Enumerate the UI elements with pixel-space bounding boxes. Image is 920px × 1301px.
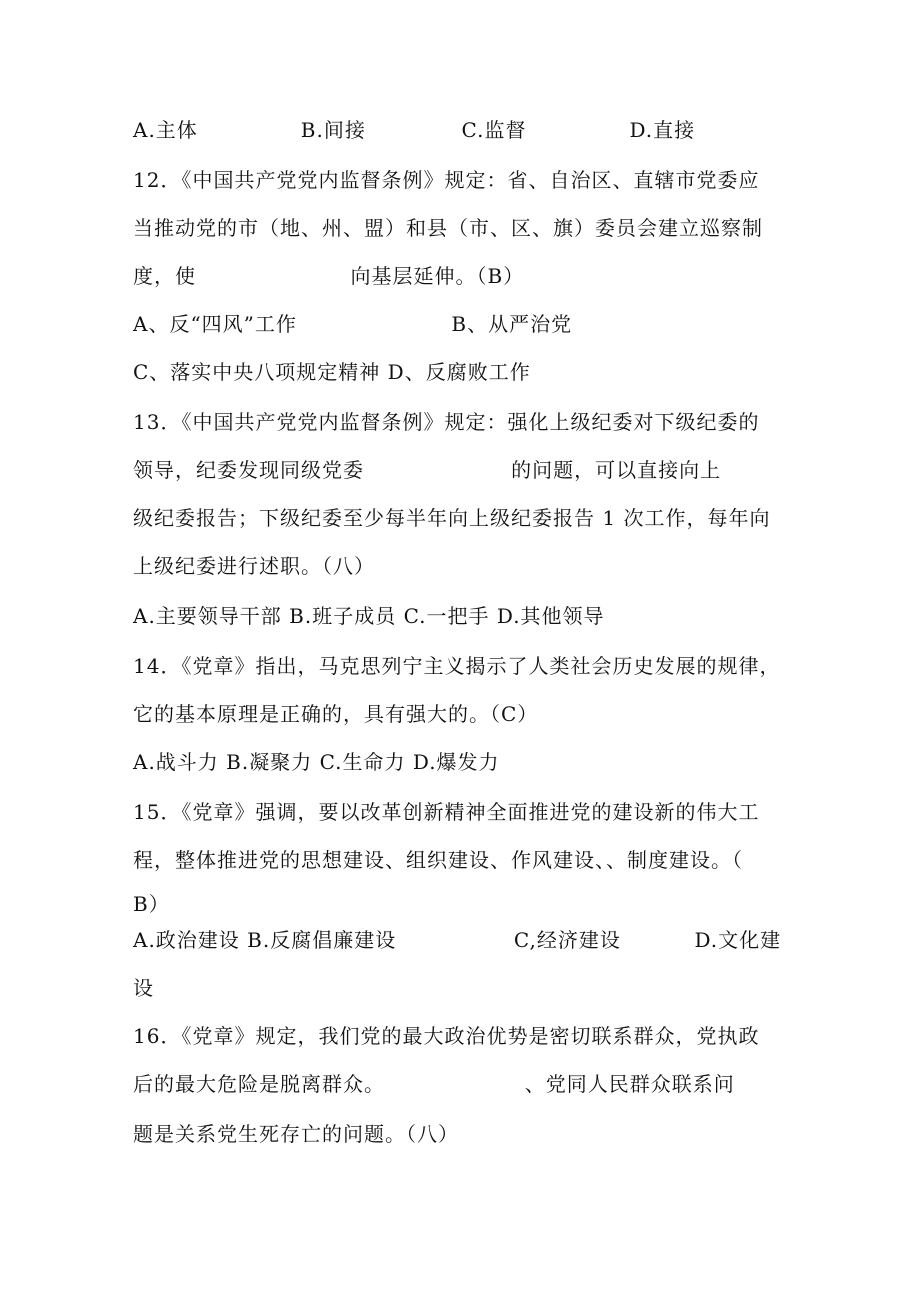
q16-line-2: 后的最大危险是脱离群众。 、党同人民群众联系问 bbox=[133, 1072, 735, 1096]
q15-line-1: 15．《党章》强调，要以改革创新精神全面推进党的建设新的伟大工 bbox=[133, 800, 760, 824]
q15-line-2: 程，整体推进党的思想建设、组织建设、作风建设、、制度建设。（ bbox=[133, 848, 743, 872]
q14-line-2: 它的基本原理是正确的，具有强大的。（C） bbox=[133, 702, 539, 726]
q16-line-3: 题是关系党生死存亡的问题。（八） bbox=[133, 1122, 459, 1146]
q12-line-2: 当推动党的市（地、州、盟）和县（市、区、旗）委员会建立巡察制 bbox=[133, 216, 763, 240]
q16-line-1: 16．《党章》规定，我们党的最大政治优势是密切联系群众，党执政 bbox=[133, 1024, 760, 1048]
q15-options-2: 设 bbox=[133, 976, 154, 1000]
q13-line-4: 上级纪委进行述职。（八） bbox=[133, 554, 375, 578]
q14-options: A.战斗力 B.凝聚力 C.生命力 D.爆发力 bbox=[133, 750, 500, 774]
q12-line-3: 度，使 向基层延伸。（B） bbox=[133, 264, 525, 288]
q13-options: A.主要领导干部 B.班子成员 C.一把手 D.其他领导 bbox=[133, 604, 605, 628]
q13-line-1: 13．《中国共产党党内监督条例》规定：强化上级纪委对下级纪委的 bbox=[133, 410, 760, 434]
q12-options-1: A、反“四风”工作 B、从严治党 bbox=[133, 312, 573, 336]
q15-line-3: B） bbox=[133, 892, 170, 916]
q12-line-1: 12．《中国共产党党内监督条例》规定：省、自治区、直辖市党委应 bbox=[133, 168, 760, 192]
q12-options-2: C、落实中央八项规定精神 D、反腐败工作 bbox=[133, 360, 531, 384]
q13-line-3: 级纪委报告；下级纪委至少每半年向上级纪委报告 1 次工作，每年向 bbox=[133, 506, 771, 530]
q13-line-2: 领导，纪委发现同级党委 的问题，可以直接向上 bbox=[133, 458, 722, 482]
q11-options: A.主体 B.间接 C.监督 D.直接 bbox=[133, 118, 696, 142]
q15-options-1: A.政治建设 B.反腐倡廉建设 C,经济建设 D.文化建 bbox=[133, 928, 782, 952]
q14-line-1: 14．《党章》指出，马克思列宁主义揭示了人类社会历史发展的规律， bbox=[133, 654, 781, 678]
